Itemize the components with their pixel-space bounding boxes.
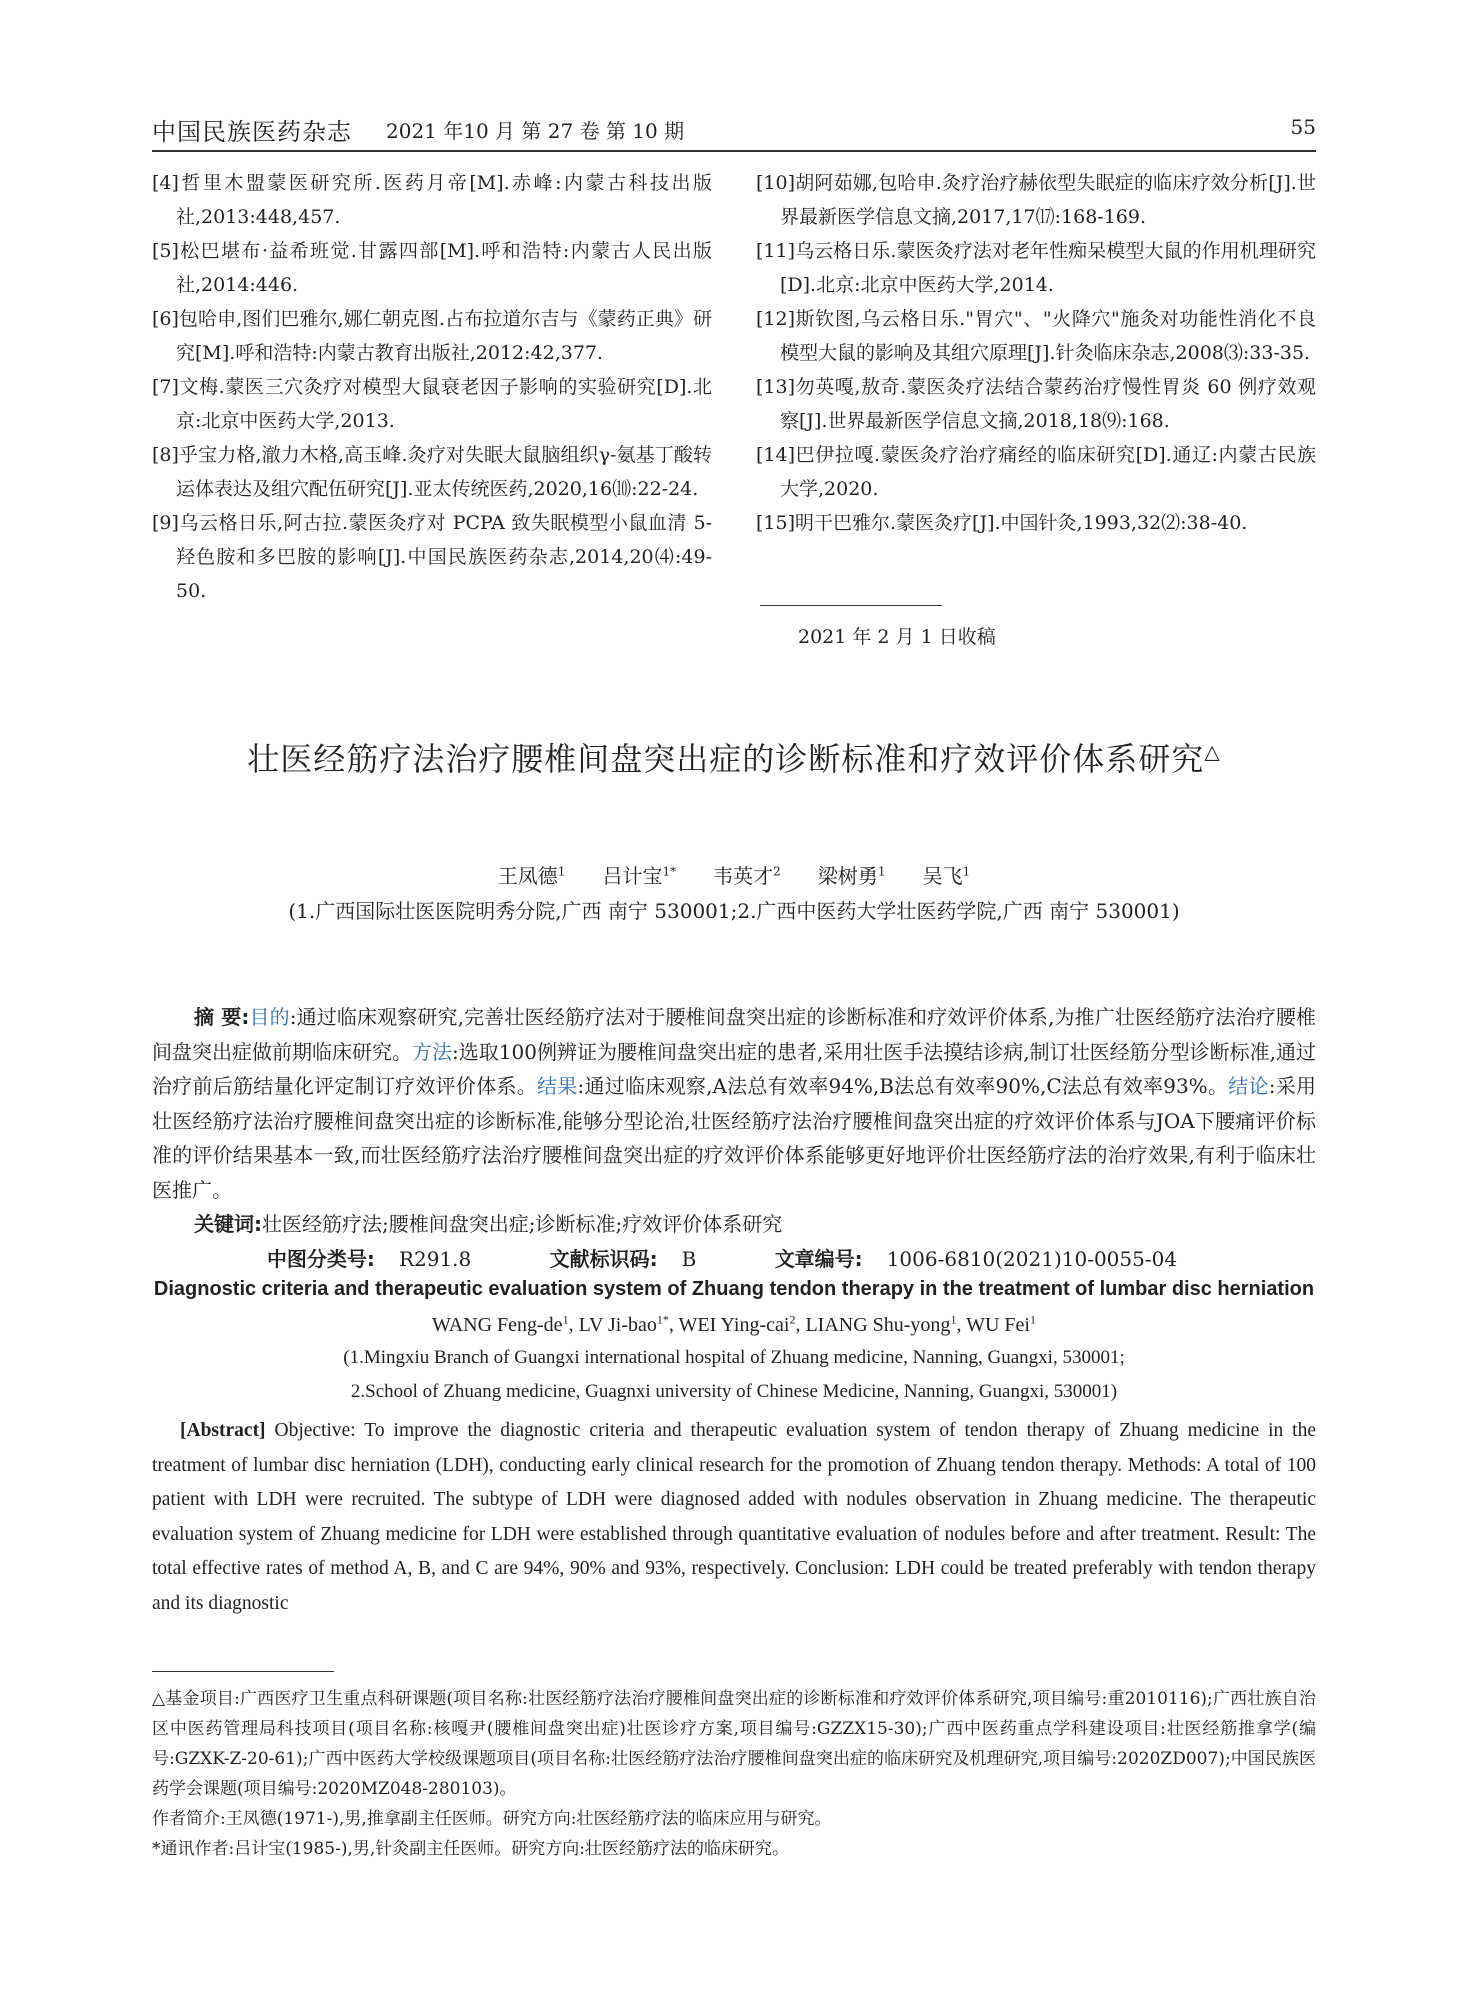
classification-line [152, 1243, 1316, 1272]
header-rule [152, 150, 1316, 152]
journal-name: 中国民族医药杂志 [152, 118, 352, 146]
abstract-label: [Abstract] [180, 1420, 266, 1441]
article-title-text: 壮医经筋疗法治疗腰椎间盘突出症的诊断标准和疗效评价体系研究 [247, 740, 1205, 778]
corresponding-author: *通讯作者:吕计宝(1985-),男,针灸副主任医师。研究方向:壮医经筋疗法的临床研究。 [152, 1839, 790, 1859]
article-title [152, 734, 1316, 780]
english-affiliation-1: (1.Mingxiu Branch of Guangxi international hospital of Zhuang medicine, Nanning, Guangxi, 530001; [343, 1347, 1125, 1368]
affiliation: (1.广西国际壮医医院明秀分院,广西 南宁 530001;2.广西中医药大学壮医药学院,广西 南宁 530001) [288, 899, 1180, 923]
objective-text: :通过临床观察研究,完善壮医经筋疗法对于腰椎间盘突出症的诊断标准和疗效评价体系,为推广壮医经筋疗法治疗腰椎间盘突出症做前期临床研究。 [152, 1005, 1317, 1064]
author: LIANG Shu-yong$^1$ [805, 1312, 957, 1336]
clc-number: 中图分类号: R291.8 [266, 1247, 472, 1271]
footnote-rule [152, 1671, 334, 1672]
references-end-rule [760, 605, 942, 606]
methods-label: 方法 [412, 1039, 453, 1064]
references-right-column [756, 166, 1316, 540]
author: 吴飞$^1$ [922, 864, 971, 888]
conclusion-label: 结论 [1228, 1074, 1269, 1099]
abstract-paragraph [152, 1414, 1316, 1622]
issue-info: 2021 年10 月 第 27 卷 第 10 期 [386, 119, 685, 143]
reference-item: [9]乌云格日乐,阿古拉.蒙医灸疗对 PCPA 致失眠模型小鼠血清 5-羟色胺和多巴胺的影响[J].中国民族医药杂志,2014,20⑷:49-50. [152, 512, 712, 602]
document-code: 文献标识码: B [549, 1247, 697, 1271]
author: 韦英才$^2$ [713, 864, 781, 888]
author-list [152, 860, 1316, 889]
fund-mark: △ [1204, 739, 1221, 764]
conclusion-text: :采用壮医经筋疗法治疗腰椎间盘突出症的诊断标准,能够分型论治,壮医经筋疗法治疗腰椎间盘突出症的疗效评价体系与JOA下腰痛评价标准的评价结果基本一致,而壮医经筋疗法治疗腰椎间盘突出症的疗效评价体系能够更好地评价壮医经筋疗法的治疗效果,有利于临床壮医推广。 [152, 1074, 1316, 1202]
abstract-chinese [152, 1000, 1316, 1208]
reference-item: [10]胡阿茹娜,包哈申.灸疗治疗赫依型失眠症的临床疗效分析[J].世界最新医学信息文摘,2017,17⒄:168-169. [756, 172, 1316, 228]
author: 王凤德$^1$ [497, 864, 566, 888]
english-affiliation-2: 2.School of Zhuang medicine, Guagnxi university of Chinese Medicine, Nanning, Guangxi, 530001) [350, 1381, 1118, 1402]
author: WEI Ying-cai$^2$ [678, 1312, 796, 1336]
methods-text: :选取100例辨证为腰椎间盘突出症的患者,采用壮医手法摸结诊病,制订壮医经筋分型诊断标准,通过治疗前后筋结量化评定制订疗效评价体系。 [152, 1039, 1317, 1099]
results-text: :通过临床观察,A法总有效率94%,B法总有效率90%,C法总有效率93%。 [577, 1074, 1229, 1099]
keywords-text: 壮医经筋疗法;腰椎间盘突出症;诊断标准;疗效评价体系研究 [262, 1212, 783, 1236]
author: WU Fei$^1$ [966, 1312, 1036, 1336]
reference-item: [7]文梅.蒙医三穴灸疗对模型大鼠衰老因子影响的实验研究[D].北京:北京中医药大学,2013. [152, 376, 712, 432]
page-number: 55 [1290, 115, 1316, 139]
article-number: 文章编号: 1006-6810(2021)10-0055-04 [774, 1247, 1178, 1271]
reference-item: [13]勿英嘎,敖奇.蒙医灸疗法结合蒙药治疗慢性胃炎 60 例疗效观察[J].世界最新医学信息文摘,2018,18⑼:168. [756, 376, 1316, 432]
reference-item: [12]斯钦图,乌云格日乐."胃穴"、"火降穴"施灸对功能性消化不良模型大鼠的影响及其组穴原理[J].针灸临床杂志,2008⑶:33-35. [756, 308, 1316, 364]
keywords [194, 1208, 782, 1237]
abstract-english [152, 1414, 1316, 1622]
page-header [152, 112, 1316, 148]
author-bio: 作者简介:王凤德(1971-),男,推拿副主任医师。研究方向:壮医经筋疗法的临床应用与研究。 [152, 1809, 832, 1829]
references-left-column [152, 166, 712, 608]
author: 吕计宝$^{1*}$ [602, 864, 677, 888]
abstract-label: 摘 要: [194, 1005, 250, 1029]
results-label: 结果 [536, 1074, 578, 1099]
author: 梁树勇$^1$ [817, 864, 886, 888]
keywords-label: 关键词: [194, 1212, 262, 1236]
objective-label: 目的 [249, 1005, 290, 1029]
english-title: Diagnostic criteria and therapeutic evaluation system of Zhuang tendon therapy in the treatment of lumbar disc herniation [153, 1278, 1315, 1300]
reference-item: [8]乎宝力格,澈力木格,高玉峰.灸疗对失眠大鼠脑组织γ-氨基丁酸转运体表达及组穴配伍研究[J].亚太传统医药,2020,16⑽:22-24. [152, 444, 712, 500]
english-author-list: WANG Feng-$de^1$, LV Ji-bao$^{1*}$, WEI Ying-cai$^2$, LIANG Shu-yong$^1$, WU Fei$^1$ [432, 1312, 1036, 1336]
abstract-paragraph [152, 1000, 1316, 1208]
reference-item: [14]巴伊拉嘎.蒙医灸疗治疗痛经的临床研究[D].通辽:内蒙古民族大学,2020. [756, 444, 1316, 500]
fund-note: △基金项目:广西医疗卫生重点科研课题(项目名称:壮医经筋疗法治疗腰椎间盘突出症的诊断标准和疗效评价体系研究,项目编号:重2010116);广西壮族自治区中医药管理局科技项目(项目名称:核嘎尹(腰椎间盘突出症)壮医诊疗方案,项目编号:GZZX15-30);广西中医药重点学科建设项目:壮医经筋推拿学(编号:GZXK-Z-20-61);广西中医药大学校级课题项目(项目名称:壮医经筋疗法治疗腰椎间盘突出症的临床研究及机理研究,项目编号:2020ZD007);中国民族医药学会课题(项目编号:2020MZ048-280103)。 [152, 1689, 1316, 1799]
footnotes [152, 1684, 1316, 1864]
reference-item: [11]乌云格日乐.蒙医灸疗法对老年性痴呆模型大鼠的作用机理研究[D].北京:北京中医药大学,2014. [756, 240, 1316, 296]
reference-item: [15]明干巴雅尔.蒙医灸疗[J].中国针灸,1993,32⑵:38-40. [756, 512, 1248, 534]
author: LV Ji-bao$^{1*}$ [578, 1312, 669, 1336]
abstract-text: Objective: To improve the diagnostic criteria and therapeutic evaluation system of tendon therapy of Zhuang medicine in the treatment of lumbar disc herniation (LDH), conducting early clinical research for the promotion of Zhuang tendon therapy. Methods: A total of 100 patient with LDH were recruited. The subtype of LDH were diagnosed added with nodules observation in Zhuang medicine. The therapeutic evaluation system of Zhuang medicine for LDH were established through quantitative evaluation of nodules before and after treatment. Result: The total effective rates of method A, B, and C are 94%, 90% and 93%, respectively. Conclusion: LDH could be treated preferably with tendon therapy and its diagnostic [152, 1420, 1316, 1614]
author: WANG Feng-$de^1$ [432, 1312, 569, 1336]
reference-item: [4]哲里木盟蒙医研究所.医药月帝[M].赤峰:内蒙古科技出版社,2013:448,457. [152, 172, 712, 228]
reference-item: [6]包哈申,图们巴雅尔,娜仁朝克图.占布拉道尔吉与《蒙药正典》研究[M].呼和浩特:内蒙古教育出版社,2012:42,377. [152, 308, 712, 364]
reference-item: [5]松巴堪布·益希班觉.甘露四部[M].呼和浩特:内蒙古人民出版社,2014:446. [152, 240, 712, 296]
received-date: 2021 年 2 月 1 日收稿 [798, 626, 996, 648]
